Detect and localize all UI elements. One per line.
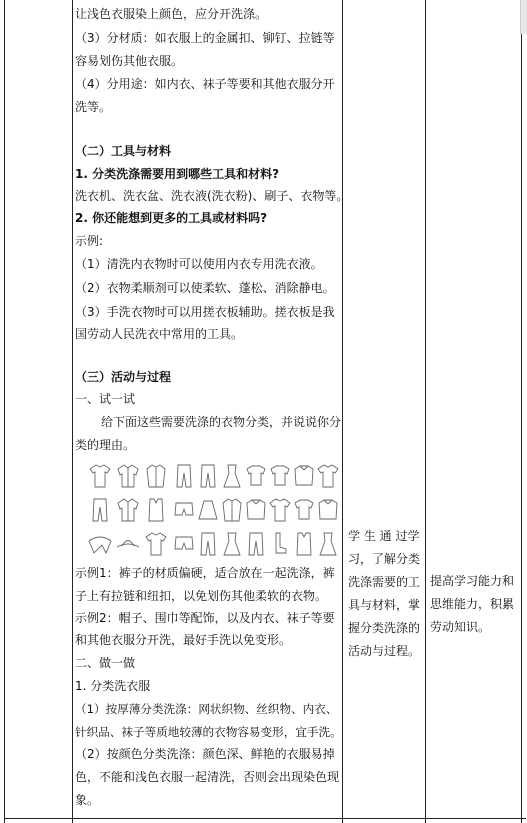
text-line: 给下面这些需要洗涤的衣物分类，并说说你分 <box>101 415 342 429</box>
section-heading: （二）工具与材料 <box>75 144 172 158</box>
pants-icon <box>177 465 191 487</box>
text-line: 具与材料，掌 <box>348 598 421 612</box>
text-line: 示例: <box>75 234 104 248</box>
shirt-icon <box>270 499 290 521</box>
text-line: 针织品、袜子等质地较薄的衣物容易变形，宜手洗。 <box>75 725 342 739</box>
pants-icon <box>93 499 107 521</box>
vest-icon <box>149 499 163 521</box>
text-line: 国劳动人民洗衣中常用的工具。 <box>75 327 244 341</box>
question-heading: 2. 你还能想到更多的工具或材料吗? <box>75 211 268 225</box>
text-line: （3）手洗衣物时可以用搓衣板辅助。搓衣板是我 <box>75 305 335 319</box>
text-line: 色，不能和浅色衣服一起清洗，否则会出现染色现 <box>75 770 340 784</box>
text-line: （4）分用途：如内衣、袜子等要和其他衣服分开 <box>75 77 335 91</box>
shirt-icon <box>90 465 110 487</box>
scrollbar[interactable] <box>520 0 527 34</box>
shirt-icon <box>318 465 338 487</box>
section-heading: （三）活动与过程 <box>75 370 172 384</box>
table-divider-1 <box>72 0 73 823</box>
text-line: 学 生 通 过学 <box>348 529 420 543</box>
text-line: （3）分材质：如衣服上的金属扣、铆钉、拉链等 <box>75 31 335 45</box>
sweater-icon <box>295 466 313 485</box>
pants-icon <box>201 465 215 487</box>
shirt-icon <box>146 533 166 555</box>
text-line: （1）清洗内衣物时可以使用内衣专用洗衣液。 <box>75 257 323 271</box>
text-line: （1）按厚薄分类洗涤：网状织物、丝织物、内衣、 <box>75 702 338 716</box>
question-heading: 1. 分类洗涤需要用到哪些工具和材料? <box>75 167 280 181</box>
text-line: 子上有拉链和纽扣，以免划伤其他柔软的衣物。 <box>75 589 328 603</box>
dress-icon <box>224 533 240 555</box>
shorts-icon <box>175 537 193 549</box>
text-line: 提高学习能力和 <box>430 574 515 588</box>
scarf-icon <box>89 537 111 553</box>
text-line: 劳动知识。 <box>430 620 491 634</box>
text-line: 洗衣机、洗衣盆、洗衣液(洗衣粉)、刷子、衣物等。 <box>75 189 349 203</box>
text-line: 洗等。 <box>75 100 112 114</box>
table-divider-3 <box>425 0 426 823</box>
text-line: 容易划伤其他衣服。 <box>75 54 184 68</box>
jacket-icon <box>118 499 138 521</box>
text-line: 和其他衣服分开洗，最好手洗以免变形。 <box>75 633 292 647</box>
text-line: 洗涤需要的工 <box>348 575 421 589</box>
student-activity-cell <box>348 525 424 663</box>
text-line: （2）衣物柔顺剂可以使柔软、蓬松、消除静电。 <box>75 281 335 295</box>
table-border-bottom <box>4 818 526 819</box>
text-line: 让浅色衣服染上颜色，应分开洗涤。 <box>75 7 268 21</box>
text-line: 示例1：裤子的材质偏硬，适合放在一起洗涤，裤 <box>75 566 335 580</box>
text-line: 活动与过程。 <box>348 644 421 658</box>
sweater-icon <box>247 500 265 519</box>
text-line: 思维能力，积累 <box>430 597 515 611</box>
tshirt-icon <box>295 500 313 519</box>
text-line: 二、做一做 <box>75 656 136 670</box>
text-line: 一、试一试 <box>75 392 136 406</box>
text-line: 握分类洗涤的 <box>348 621 421 635</box>
coat-icon <box>147 465 165 487</box>
hat-icon <box>117 541 139 548</box>
coat-icon <box>223 499 241 521</box>
skirt-icon <box>199 501 217 519</box>
dress-icon <box>224 465 240 487</box>
design-intent-cell <box>430 570 522 639</box>
shorts-icon <box>175 503 193 515</box>
sweater-icon <box>319 500 337 519</box>
tshirt-icon <box>271 466 289 485</box>
table-border-right <box>521 0 522 823</box>
pants-icon <box>201 533 215 555</box>
text-line: 类的理由。 <box>75 438 136 452</box>
vest-icon <box>297 533 311 555</box>
clothes-illustration <box>86 463 340 559</box>
text-line: 习，了解分类 <box>348 552 421 566</box>
table-divider-2 <box>342 0 343 823</box>
jacket-icon <box>118 465 138 487</box>
text-line: 象。 <box>75 793 100 807</box>
text-line: 1. 分类洗衣服 <box>75 679 151 693</box>
tshirt-icon <box>247 466 265 485</box>
text-line: （2）按颜色分类洗涤：颜色深、鲜艳的衣服易掉 <box>75 747 335 761</box>
socks-icon <box>276 533 286 553</box>
pants-icon <box>249 533 263 555</box>
text-line: 示例2：帽子、围巾等配饰，以及内衣、袜子等要 <box>75 611 335 625</box>
dress-icon <box>320 533 336 555</box>
table-border-left <box>4 0 5 823</box>
